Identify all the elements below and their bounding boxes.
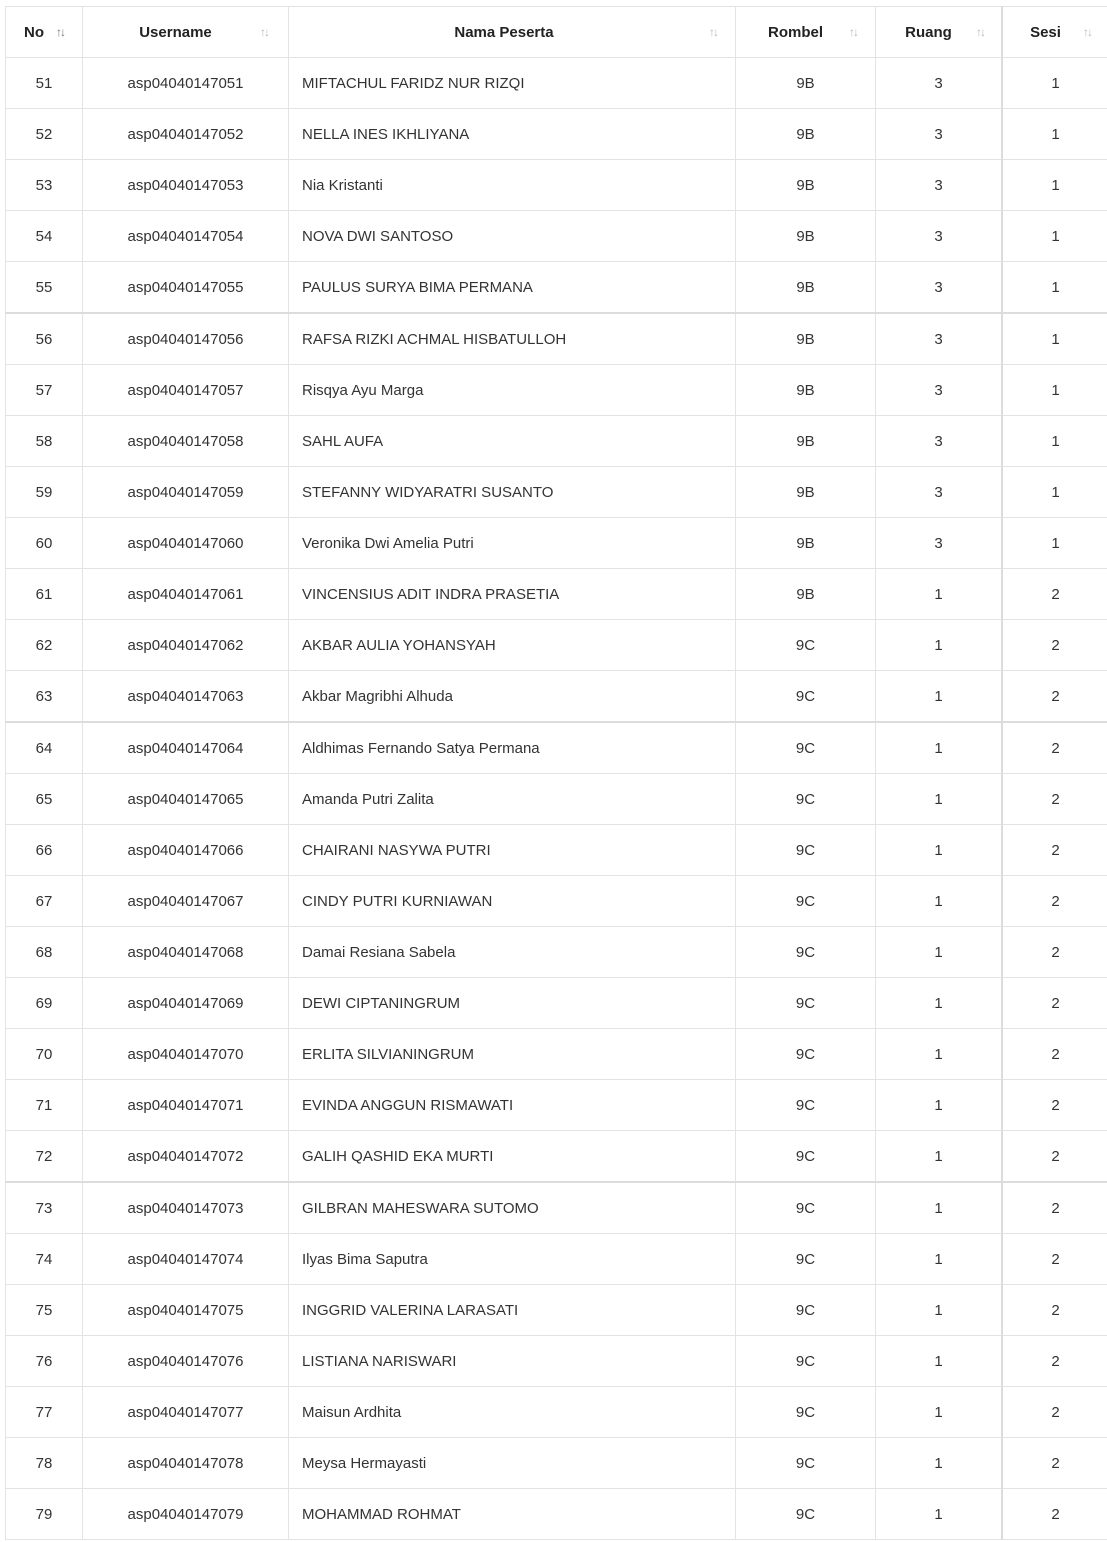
cell-rombel: 9B — [736, 467, 876, 518]
cell-ruang: 1 — [876, 1387, 1003, 1438]
cell-nama-peserta: Veronika Dwi Amelia Putri — [289, 518, 736, 569]
cell-username: asp04040147070 — [83, 1029, 289, 1080]
cell-no: 73 — [6, 1182, 83, 1234]
cell-nama-peserta: GALIH QASHID EKA MURTI — [289, 1131, 736, 1183]
cell-username: asp04040147078 — [83, 1438, 289, 1489]
table-row[interactable] — [6, 1438, 1107, 1489]
column-header-label: Ruang — [905, 23, 952, 41]
cell-no: 70 — [6, 1029, 83, 1080]
cell-ruang: 1 — [876, 927, 1003, 978]
cell-nama-peserta: Risqya Ayu Marga — [289, 365, 736, 416]
cell-username: asp04040147076 — [83, 1336, 289, 1387]
cell-nama-peserta: Akbar Magribhi Alhuda — [289, 671, 736, 723]
cell-no: 56 — [6, 313, 83, 365]
cell-nama-peserta: Meysa Hermayasti — [289, 1438, 736, 1489]
cell-username: asp04040147057 — [83, 365, 289, 416]
cell-nama-peserta: DEWI CIPTANINGRUM — [289, 978, 736, 1029]
sort-up-down-icon[interactable]: ↑↓ — [56, 25, 64, 39]
cell-no: 58 — [6, 416, 83, 467]
cell-no: 52 — [6, 109, 83, 160]
sort-up-down-icon[interactable]: ↑↓ — [709, 25, 717, 39]
cell-ruang: 1 — [876, 1234, 1003, 1285]
cell-username: asp04040147073 — [83, 1182, 289, 1234]
cell-sesi: 2 — [1002, 1489, 1107, 1540]
table-row[interactable] — [6, 876, 1107, 927]
cell-rombel: 9C — [736, 1182, 876, 1234]
cell-ruang: 1 — [876, 620, 1003, 671]
table-row[interactable] — [6, 313, 1107, 365]
column-header-no[interactable] — [6, 7, 83, 58]
column-header-nama-peserta[interactable] — [289, 7, 736, 58]
cell-nama-peserta: Aldhimas Fernando Satya Permana — [289, 722, 736, 774]
table-row[interactable] — [6, 927, 1107, 978]
cell-ruang: 1 — [876, 1438, 1003, 1489]
cell-rombel: 9C — [736, 1080, 876, 1131]
cell-username: asp04040147065 — [83, 774, 289, 825]
table-row[interactable] — [6, 58, 1107, 109]
cell-rombel: 9B — [736, 416, 876, 467]
cell-sesi: 1 — [1002, 518, 1107, 569]
cell-rombel: 9C — [736, 876, 876, 927]
cell-nama-peserta: VINCENSIUS ADIT INDRA PRASETIA — [289, 569, 736, 620]
cell-sesi: 2 — [1002, 876, 1107, 927]
cell-rombel: 9B — [736, 569, 876, 620]
cell-rombel: 9C — [736, 1131, 876, 1183]
cell-nama-peserta: NELLA INES IKHLIYANA — [289, 109, 736, 160]
cell-no: 72 — [6, 1131, 83, 1183]
cell-ruang: 3 — [876, 160, 1003, 211]
cell-ruang: 3 — [876, 109, 1003, 160]
cell-no: 57 — [6, 365, 83, 416]
table-row[interactable] — [6, 825, 1107, 876]
table-row[interactable] — [6, 671, 1107, 723]
cell-username: asp04040147066 — [83, 825, 289, 876]
cell-nama-peserta: GILBRAN MAHESWARA SUTOMO — [289, 1182, 736, 1234]
cell-no: 69 — [6, 978, 83, 1029]
table-row[interactable] — [6, 262, 1107, 314]
column-header-label: Rombel — [767, 23, 823, 41]
cell-ruang: 1 — [876, 1029, 1003, 1080]
table-row[interactable] — [6, 416, 1107, 467]
table-row[interactable] — [6, 1336, 1107, 1387]
table-row[interactable] — [6, 518, 1107, 569]
cell-rombel: 9C — [736, 620, 876, 671]
cell-username: asp04040147075 — [83, 1285, 289, 1336]
column-header-label: Sesi — [1030, 23, 1061, 41]
cell-sesi: 2 — [1002, 1285, 1107, 1336]
cell-nama-peserta: MOHAMMAD ROHMAT — [289, 1489, 736, 1540]
cell-no: 60 — [6, 518, 83, 569]
cell-ruang: 1 — [876, 722, 1003, 774]
cell-no: 78 — [6, 1438, 83, 1489]
cell-username: asp04040147072 — [83, 1131, 289, 1183]
participants-table-container — [5, 6, 1103, 1540]
table-row[interactable] — [6, 365, 1107, 416]
cell-sesi: 1 — [1002, 416, 1107, 467]
column-header-label: Nama Peserta — [454, 23, 554, 41]
cell-sesi: 2 — [1002, 1131, 1107, 1183]
table-row[interactable] — [6, 1285, 1107, 1336]
cell-nama-peserta: STEFANNY WIDYARATRI SUSANTO — [289, 467, 736, 518]
column-header-label: No — [24, 23, 44, 41]
cell-sesi: 2 — [1002, 620, 1107, 671]
table-body — [6, 58, 1107, 1540]
cell-username: asp04040147056 — [83, 313, 289, 365]
sort-up-down-icon[interactable]: ↑↓ — [976, 25, 984, 39]
cell-rombel: 9C — [736, 1336, 876, 1387]
cell-sesi: 1 — [1002, 467, 1107, 518]
table-row[interactable] — [6, 1131, 1107, 1183]
cell-nama-peserta: CINDY PUTRI KURNIAWAN — [289, 876, 736, 927]
cell-ruang: 1 — [876, 876, 1003, 927]
participants-table — [5, 6, 1107, 1540]
cell-username: asp04040147058 — [83, 416, 289, 467]
cell-rombel: 9C — [736, 1438, 876, 1489]
cell-sesi: 2 — [1002, 671, 1107, 723]
cell-nama-peserta: Ilyas Bima Saputra — [289, 1234, 736, 1285]
cell-rombel: 9C — [736, 1029, 876, 1080]
cell-username: asp04040147060 — [83, 518, 289, 569]
cell-rombel: 9C — [736, 774, 876, 825]
cell-username: asp04040147059 — [83, 467, 289, 518]
cell-ruang: 1 — [876, 1489, 1003, 1540]
cell-rombel: 9C — [736, 1387, 876, 1438]
cell-ruang: 1 — [876, 1080, 1003, 1131]
cell-sesi: 2 — [1002, 1234, 1107, 1285]
cell-rombel: 9C — [736, 671, 876, 723]
cell-nama-peserta: INGGRID VALERINA LARASATI — [289, 1285, 736, 1336]
cell-username: asp04040147053 — [83, 160, 289, 211]
sort-up-down-icon[interactable]: ↑↓ — [1083, 25, 1091, 39]
sort-up-down-icon[interactable]: ↑↓ — [849, 25, 857, 39]
cell-no: 55 — [6, 262, 83, 314]
table-row[interactable] — [6, 467, 1107, 518]
table-row[interactable] — [6, 160, 1107, 211]
cell-username: asp04040147068 — [83, 927, 289, 978]
cell-nama-peserta: NOVA DWI SANTOSO — [289, 211, 736, 262]
cell-no: 61 — [6, 569, 83, 620]
cell-nama-peserta: Amanda Putri Zalita — [289, 774, 736, 825]
cell-rombel: 9C — [736, 825, 876, 876]
cell-no: 53 — [6, 160, 83, 211]
cell-nama-peserta: LISTIANA NARISWARI — [289, 1336, 736, 1387]
cell-username: asp04040147062 — [83, 620, 289, 671]
cell-ruang: 1 — [876, 1285, 1003, 1336]
cell-username: asp04040147055 — [83, 262, 289, 314]
cell-sesi: 2 — [1002, 1182, 1107, 1234]
cell-username: asp04040147067 — [83, 876, 289, 927]
cell-nama-peserta: Nia Kristanti — [289, 160, 736, 211]
column-header-ruang[interactable] — [876, 7, 1003, 58]
cell-no: 76 — [6, 1336, 83, 1387]
cell-rombel: 9B — [736, 58, 876, 109]
cell-sesi: 1 — [1002, 160, 1107, 211]
cell-ruang: 1 — [876, 671, 1003, 723]
cell-ruang: 3 — [876, 313, 1003, 365]
table-row[interactable] — [6, 109, 1107, 160]
table-row[interactable] — [6, 722, 1107, 774]
cell-sesi: 2 — [1002, 1080, 1107, 1131]
cell-rombel: 9C — [736, 1234, 876, 1285]
column-header-rombel[interactable] — [736, 7, 876, 58]
cell-sesi: 2 — [1002, 927, 1107, 978]
column-header-label: Username — [139, 23, 212, 41]
cell-rombel: 9B — [736, 211, 876, 262]
table-row[interactable] — [6, 569, 1107, 620]
cell-username: asp04040147054 — [83, 211, 289, 262]
cell-ruang: 3 — [876, 262, 1003, 314]
cell-no: 71 — [6, 1080, 83, 1131]
table-row[interactable] — [6, 1387, 1107, 1438]
cell-rombel: 9C — [736, 978, 876, 1029]
cell-sesi: 2 — [1002, 1438, 1107, 1489]
cell-ruang: 3 — [876, 467, 1003, 518]
cell-sesi: 2 — [1002, 569, 1107, 620]
cell-sesi: 2 — [1002, 1387, 1107, 1438]
cell-username: asp04040147069 — [83, 978, 289, 1029]
column-header-username[interactable] — [83, 7, 289, 58]
cell-no: 66 — [6, 825, 83, 876]
cell-username: asp04040147077 — [83, 1387, 289, 1438]
cell-ruang: 3 — [876, 416, 1003, 467]
cell-nama-peserta: RAFSA RIZKI ACHMAL HISBATULLOH — [289, 313, 736, 365]
table-row[interactable] — [6, 1234, 1107, 1285]
cell-nama-peserta: PAULUS SURYA BIMA PERMANA — [289, 262, 736, 314]
cell-sesi: 1 — [1002, 365, 1107, 416]
cell-ruang: 3 — [876, 365, 1003, 416]
cell-no: 54 — [6, 211, 83, 262]
cell-ruang: 3 — [876, 518, 1003, 569]
cell-no: 79 — [6, 1489, 83, 1540]
cell-sesi: 2 — [1002, 722, 1107, 774]
table-row[interactable] — [6, 1489, 1107, 1540]
cell-no: 51 — [6, 58, 83, 109]
cell-rombel: 9C — [736, 1489, 876, 1540]
table-row[interactable] — [6, 978, 1107, 1029]
cell-no: 75 — [6, 1285, 83, 1336]
cell-no: 68 — [6, 927, 83, 978]
cell-ruang: 1 — [876, 1336, 1003, 1387]
cell-ruang: 3 — [876, 211, 1003, 262]
cell-ruang: 1 — [876, 1131, 1003, 1183]
cell-sesi: 2 — [1002, 774, 1107, 825]
cell-nama-peserta: CHAIRANI NASYWA PUTRI — [289, 825, 736, 876]
cell-no: 63 — [6, 671, 83, 723]
cell-sesi: 2 — [1002, 978, 1107, 1029]
cell-username: asp04040147074 — [83, 1234, 289, 1285]
cell-rombel: 9C — [736, 722, 876, 774]
cell-username: asp04040147052 — [83, 109, 289, 160]
cell-rombel: 9B — [736, 365, 876, 416]
cell-ruang: 1 — [876, 774, 1003, 825]
cell-sesi: 1 — [1002, 211, 1107, 262]
column-header-sesi[interactable] — [1002, 7, 1107, 58]
cell-rombel: 9C — [736, 927, 876, 978]
table-header-row — [6, 7, 1107, 58]
cell-no: 59 — [6, 467, 83, 518]
cell-no: 64 — [6, 722, 83, 774]
cell-rombel: 9B — [736, 313, 876, 365]
table-row[interactable] — [6, 620, 1107, 671]
cell-nama-peserta: EVINDA ANGGUN RISMAWATI — [289, 1080, 736, 1131]
cell-username: asp04040147063 — [83, 671, 289, 723]
cell-rombel: 9B — [736, 518, 876, 569]
cell-nama-peserta: Maisun Ardhita — [289, 1387, 736, 1438]
cell-sesi: 1 — [1002, 313, 1107, 365]
cell-sesi: 2 — [1002, 1336, 1107, 1387]
cell-ruang: 1 — [876, 825, 1003, 876]
cell-username: asp04040147061 — [83, 569, 289, 620]
table-row[interactable] — [6, 1080, 1107, 1131]
cell-no: 74 — [6, 1234, 83, 1285]
cell-ruang: 1 — [876, 569, 1003, 620]
table-row[interactable] — [6, 1182, 1107, 1234]
cell-nama-peserta: SAHL AUFA — [289, 416, 736, 467]
cell-nama-peserta: AKBAR AULIA YOHANSYAH — [289, 620, 736, 671]
cell-ruang: 3 — [876, 58, 1003, 109]
cell-no: 62 — [6, 620, 83, 671]
cell-sesi: 1 — [1002, 262, 1107, 314]
cell-username: asp04040147064 — [83, 722, 289, 774]
cell-ruang: 1 — [876, 978, 1003, 1029]
cell-rombel: 9C — [736, 1285, 876, 1336]
cell-rombel: 9B — [736, 109, 876, 160]
cell-ruang: 1 — [876, 1182, 1003, 1234]
cell-username: asp04040147079 — [83, 1489, 289, 1540]
cell-rombel: 9B — [736, 262, 876, 314]
table-row[interactable] — [6, 1029, 1107, 1080]
cell-rombel: 9B — [736, 160, 876, 211]
cell-nama-peserta: ERLITA SILVIANINGRUM — [289, 1029, 736, 1080]
cell-sesi: 2 — [1002, 825, 1107, 876]
cell-sesi: 1 — [1002, 109, 1107, 160]
table-row[interactable] — [6, 211, 1107, 262]
cell-sesi: 1 — [1002, 58, 1107, 109]
cell-username: asp04040147051 — [83, 58, 289, 109]
cell-no: 65 — [6, 774, 83, 825]
cell-no: 77 — [6, 1387, 83, 1438]
cell-nama-peserta: Damai Resiana Sabela — [289, 927, 736, 978]
sort-up-down-icon[interactable]: ↑↓ — [260, 25, 268, 39]
cell-sesi: 2 — [1002, 1029, 1107, 1080]
cell-username: asp04040147071 — [83, 1080, 289, 1131]
cell-no: 67 — [6, 876, 83, 927]
cell-nama-peserta: MIFTACHUL FARIDZ NUR RIZQI — [289, 58, 736, 109]
table-row[interactable] — [6, 774, 1107, 825]
